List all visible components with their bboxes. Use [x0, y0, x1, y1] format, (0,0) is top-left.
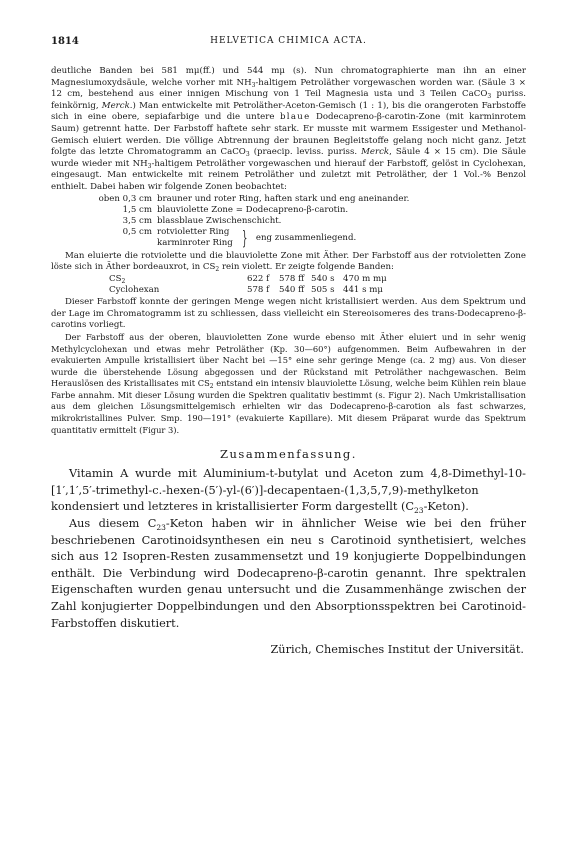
text-run: -Keton). — [423, 500, 469, 514]
solvent-name: Cyclohexan — [109, 284, 160, 295]
table-row — [109, 285, 387, 296]
solvent-cell — [109, 274, 247, 285]
zone-description: blauviolette Zone = Dodecapreno-β-carotin. — [157, 204, 349, 215]
zone-pair-lines — [157, 227, 233, 249]
band-cell: 505 s — [311, 284, 335, 295]
text-run: Aus diesem C — [69, 517, 157, 531]
zone-pair-note: eng zusammenliegend. — [255, 232, 357, 243]
zone-list — [51, 194, 526, 250]
band-cell: 441 s mμ — [343, 284, 384, 295]
zone-row — [51, 194, 526, 205]
zone-depth: oben 0,3 cm — [98, 193, 152, 204]
zone-pair-line: rotvioletter Ring — [157, 227, 230, 238]
text-run: Dodecapreno-β-carotin-Zone (mit karminrotem Saum) getrennt hatte. Der Farbstoff haftete sehr stark. Er musste mit warmem Essigester und Methanol-Gemisch eluiert werden. Die völlige Abtrennung der braunen Begleitstoffe gelang noch nicht ganz. Jetzt folgte das letzte Chromatogramm an CaCO — [51, 112, 526, 158]
zone-depth — [51, 227, 157, 249]
summary-paragraph-2 — [51, 516, 526, 632]
text-run: puriss. feinkörnig, — [51, 89, 526, 111]
section-title: Zusammenfassung. — [220, 447, 357, 462]
paragraph-stereoisomer: Dieser Farbstoff konnte der geringen Menge wegen nicht kristallisiert werden. Aus dem Spektrum und der Lage im Chromatogramm ist zu schliessen, dass vielleicht ein Stereoisomeres des trans-Dodecapreno-β-carotins vorliegt. — [51, 297, 526, 331]
italic-text: Merck — [361, 147, 390, 158]
subscript: 2 — [121, 277, 126, 285]
zone-row — [51, 216, 526, 227]
zone-row — [51, 205, 526, 216]
summary-paragraph-1 — [51, 466, 526, 516]
text-run: deutliche Banden bei 581 mμ(ff.) und 544 mμ (s). Nun chromatographierte man ihn an einer Magnesiumoxydsäule, welche vorher mit NH — [51, 66, 526, 88]
band-cell: 578 ff — [279, 273, 305, 284]
subscript: 23 — [156, 523, 166, 533]
page-number: 1814 — [51, 36, 79, 47]
band-cell: 578 f — [247, 284, 270, 295]
subscript: 3 — [487, 93, 492, 101]
subscript: 3 — [245, 151, 250, 159]
bands-table — [109, 274, 387, 296]
page — [51, 36, 526, 658]
table-row — [109, 274, 387, 285]
band-cell: 622 f — [247, 273, 270, 284]
paragraph-chromatography — [51, 66, 526, 194]
text-run: Der Farbstoff aus der oberen, blauvioletten Zone wurde ebenso mit Äther eluiert und in sehr wenig Methylcyclohexan und etwas mehr Petroläther (Kp. 30—60°) aufgenommen. Beim Aufbewahren in der evakuierten Ampulle kristallisiert über Nacht bei —15° eine sehr geringe Menge (ca. 2 mg) aus. Von dieser wurde die überstehende Lösung abgegossen und der Rückstand mit Petroläther nachgewaschen. Beim Herauslösen des Kristallisates mit CS — [51, 331, 526, 389]
brace-icon: } — [241, 227, 248, 250]
paragraph-crystallisation — [51, 332, 526, 436]
zone-pair — [51, 227, 526, 249]
page-header — [51, 36, 526, 52]
band-cell: 470 m mμ — [343, 273, 387, 284]
italic-text: Merck — [101, 100, 130, 111]
text-run: Vitamin A wurde mit Aluminium-t-butylat und Aceton zum 4,8-Dimethyl-10-[1′,1′,5′-trimethyl-c.-hexen-(5′)-yl-(6′)]-decapentaen-(1,3,5,7,9)-methylketon kondensiert und letzteres in kristallisierter Form dargestellt (C — [51, 467, 526, 514]
text-run: -haltigem Petroläther vorgewaschen worden war. (Säule 3 × 12 cm, bestehend aus einer innigen Mischung von 1 Teil Magnesia usta und 3 Teilen CaCO — [51, 77, 526, 100]
signature: Zürich, Chemisches Institut der Universität. — [270, 643, 524, 657]
subscript: 3 — [251, 81, 256, 89]
band-cell: 540 s — [311, 273, 335, 284]
journal-title: HELVETICA CHIMICA ACTA. — [210, 36, 367, 46]
text-run: -haltigem Petroläther vorgewaschen und hierauf der Farbstoff, gelöst in Cyclohexan, eingesaugt. Man entwickelte mit reinem Petroläther und zuletzt mit Petroläther, der 1 Vol.-% Benzol enthielt. Dabei haben wir folgende Zonen beobachtet: — [51, 158, 526, 192]
subscript: 3 — [147, 162, 152, 170]
zone-description: blassblaue Zwischenschicht. — [157, 215, 282, 226]
text-run: rein violett. Er zeigte folgende Banden: — [219, 262, 394, 273]
text-run: .) Man entwickelte mit Petroläther-Aceton-Gemisch (1 : 1), bis die orangeroten Farbstoffe sich in eine obere, sepiafarbige und die untere — [51, 100, 526, 123]
text-run: Man eluierte die rotviolette und die blauviolette Zone mit Äther. Der Farbstoff aus der rotvioletten Zone löste sich in Äther bordeauxrot, in CS — [51, 250, 526, 273]
zone-depth: 1,5 cm — [122, 204, 152, 215]
zone-depth: 3,5 cm — [122, 215, 152, 226]
subscript: 2 — [209, 383, 214, 391]
text-run: (praecip. leviss. puriss. — [249, 147, 362, 158]
text-run: -Keton haben wir in ähnlicher Weise wie bei den früher beschriebenen Carotinoidsynthesen ein neu s Carotinoid synthetisiert, welches sich aus 12 Isopren-Resten zusammensetzt und 19 konjugierte Doppelbindungen enthält. Die Verbindung wird Dodecapreno-β-carotin genannt. Ihre spektralen Eigenschaften wurden genau untersucht und die Zusammenhänge zwischen der Zahl konjugierter Doppelbindungen und den Absorptionsspektren bei Carotinoid-Farbstoffen diskutiert. — [51, 517, 526, 630]
text-run: , Säule 4 × 15 cm). Die Säule wurde wieder mit NH — [51, 147, 527, 169]
zone-description: brauner und roter Ring, haften stark und eng aneinander. — [157, 193, 410, 204]
text-run: entstand ein intensiv blauviolette Lösung, welche beim Kühlen rein blaue Farbe annahm. Mit dieser Lösung wurden die Spektren qualitativ bestimmt (s. Figur 2). Nach Umkristallisation aus dem gleichen Lösungsmittelgemisch erhielten wir das Dodecapreno-β-carotion als fast schwarzes, mikrokristallines Pulver. Smp. 190—191° (evakuierte Kapillare). Mit diesem Präparat wurde das Spektrum quantitativ ermittelt (Figur 3). — [51, 378, 526, 435]
subscript: 2 — [215, 266, 220, 274]
subscript: 23 — [414, 506, 424, 516]
spaced-text: blaue — [279, 112, 311, 123]
solvent-cell — [109, 285, 247, 296]
zone-depth-value: 0,5 cm — [122, 227, 152, 238]
zone-pair-line: karminroter Ring — [157, 238, 233, 249]
solvent-name: CS — [109, 273, 122, 284]
paragraph-elution — [51, 251, 526, 274]
band-cell: 540 ff — [279, 284, 305, 295]
